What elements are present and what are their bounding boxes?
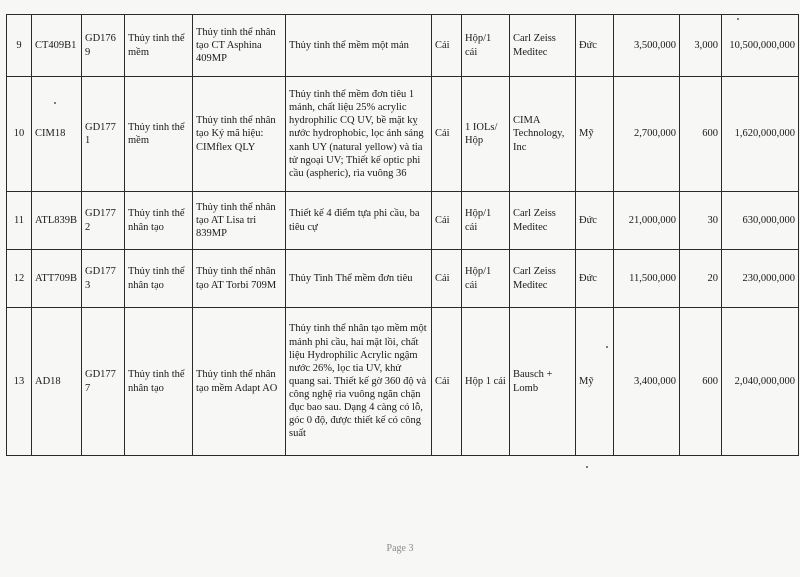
table-cell-qty: 3,000 [680, 15, 722, 77]
table-cell-qty: 600 [680, 77, 722, 192]
table-cell-maker: CIMA Technology, Inc [510, 77, 576, 192]
table-cell-code: AD18 [32, 308, 82, 456]
table-cell-name: Thủy tinh thể nhân tạo mềm Adapt AO [193, 308, 286, 456]
table-row [7, 15, 799, 77]
table-cell-id: GD1772 [82, 192, 125, 250]
table-cell-unit: Cái [432, 77, 462, 192]
table-cell-stt: 13 [7, 308, 32, 456]
table-cell-code: ATT709B [32, 250, 82, 308]
table-cell-origin: Đức [576, 192, 614, 250]
table-cell-pack: Hộp 1 cái [462, 308, 510, 456]
table-cell-group: Thủy tinh thể nhân tạo [125, 192, 193, 250]
page-footer: Page 3 [386, 543, 414, 554]
table-cell-pack: Hộp/1 cái [462, 250, 510, 308]
table-cell-origin: Mỹ [576, 77, 614, 192]
table-row [7, 308, 799, 456]
table-cell-pack: 1 IOLs/ Hộp [462, 77, 510, 192]
table-row [7, 192, 799, 250]
equipment-table [6, 14, 799, 456]
table-cell-id: GD1769 [82, 15, 125, 77]
scan-speck [54, 102, 56, 104]
table-cell-stt: 11 [7, 192, 32, 250]
table-cell-name: Thủy tinh thể nhân tạo AT Torbi 709M [193, 250, 286, 308]
table-cell-spec: Thủy Tinh Thể mềm đơn tiêu [286, 250, 432, 308]
table-cell-code: CT409B1 [32, 15, 82, 77]
table-cell-spec: Thủy tinh thể nhân tạo mềm một mảnh phi cầu, hai mặt lồi, chất liệu Hydrophilic Acrylic ngậm nước 26%, lọc tia UV, khử quang sai. Thiết kế gờ 360 độ và công nghệ rìa vuông ngăn chặn đục bao sau. Dạng 4 càng có lỗ, góc 0 độ, được thiết kế có công suất [286, 308, 432, 456]
table-cell-stt: 10 [7, 77, 32, 192]
scan-speck [737, 18, 739, 20]
table-cell-spec: Thiết kế 4 điểm tựa phi cầu, ba tiêu cự [286, 192, 432, 250]
table-cell-unit: Cái [432, 250, 462, 308]
table-cell-total: 630,000,000 [722, 192, 799, 250]
table-cell-total: 10,500,000,000 [722, 15, 799, 77]
table-cell-unit: Cái [432, 15, 462, 77]
table-cell-qty: 30 [680, 192, 722, 250]
table-cell-maker: Carl Zeiss Meditec [510, 15, 576, 77]
table-cell-price: 3,400,000 [614, 308, 680, 456]
table-cell-spec: Thủy tinh thể mềm một mản [286, 15, 432, 77]
table-cell-spec: Thủy tinh thể mềm đơn tiêu 1 mảnh, chất liệu 25% acrylic hydrophilic CQ UV, bề mặt kỵ nước hydrophobic, lọc ánh sáng xanh UY (natural yellow) và tia tử ngoại UV; Thiết kế optic phi cầu (aspheric), rìa vuông 36 [286, 77, 432, 192]
table-cell-qty: 20 [680, 250, 722, 308]
table-cell-id: GD1773 [82, 250, 125, 308]
table-cell-name: Thủy tinh thể nhân tạo AT Lisa tri 839MP [193, 192, 286, 250]
table-cell-price: 21,000,000 [614, 192, 680, 250]
table-cell-group: Thủy tinh thể nhân tạo [125, 308, 193, 456]
table-cell-price: 3,500,000 [614, 15, 680, 77]
table-row [7, 77, 799, 192]
table-cell-group: Thủy tinh thể mềm [125, 77, 193, 192]
table-cell-unit: Cái [432, 308, 462, 456]
table-cell-pack: Hộp/1 cái [462, 192, 510, 250]
table-cell-maker: Carl Zeiss Meditec [510, 192, 576, 250]
table-cell-maker: Carl Zeiss Meditec [510, 250, 576, 308]
table-cell-total: 1,620,000,000 [722, 77, 799, 192]
table-cell-name: Thủy tinh thể nhân tạo Ký mã hiệu: CIMflex QLY [193, 77, 286, 192]
scan-speck [606, 346, 608, 348]
table-cell-code: ATL839B [32, 192, 82, 250]
table-cell-unit: Cái [432, 192, 462, 250]
table-cell-origin: Đức [576, 15, 614, 77]
table-cell-group: Thủy tinh thể mềm [125, 15, 193, 77]
table-cell-price: 2,700,000 [614, 77, 680, 192]
table-cell-price: 11,500,000 [614, 250, 680, 308]
table-row [7, 250, 799, 308]
table-cell-maker: Bausch + Lomb [510, 308, 576, 456]
table-cell-group: Thủy tinh thể nhân tạo [125, 250, 193, 308]
table-cell-pack: Hộp/1 cái [462, 15, 510, 77]
table-cell-total: 2,040,000,000 [722, 308, 799, 456]
table-cell-name: Thủy tinh thể nhân tạo CT Asphina 409MP [193, 15, 286, 77]
table-cell-id: GD1777 [82, 308, 125, 456]
table-cell-stt: 12 [7, 250, 32, 308]
table-cell-origin: Đức [576, 250, 614, 308]
table-cell-origin: Mỹ [576, 308, 614, 456]
table-cell-qty: 600 [680, 308, 722, 456]
table-cell-id: GD1771 [82, 77, 125, 192]
scan-speck [586, 466, 588, 468]
table-cell-stt: 9 [7, 15, 32, 77]
table-cell-total: 230,000,000 [722, 250, 799, 308]
table-cell-code: CIM18 [32, 77, 82, 192]
